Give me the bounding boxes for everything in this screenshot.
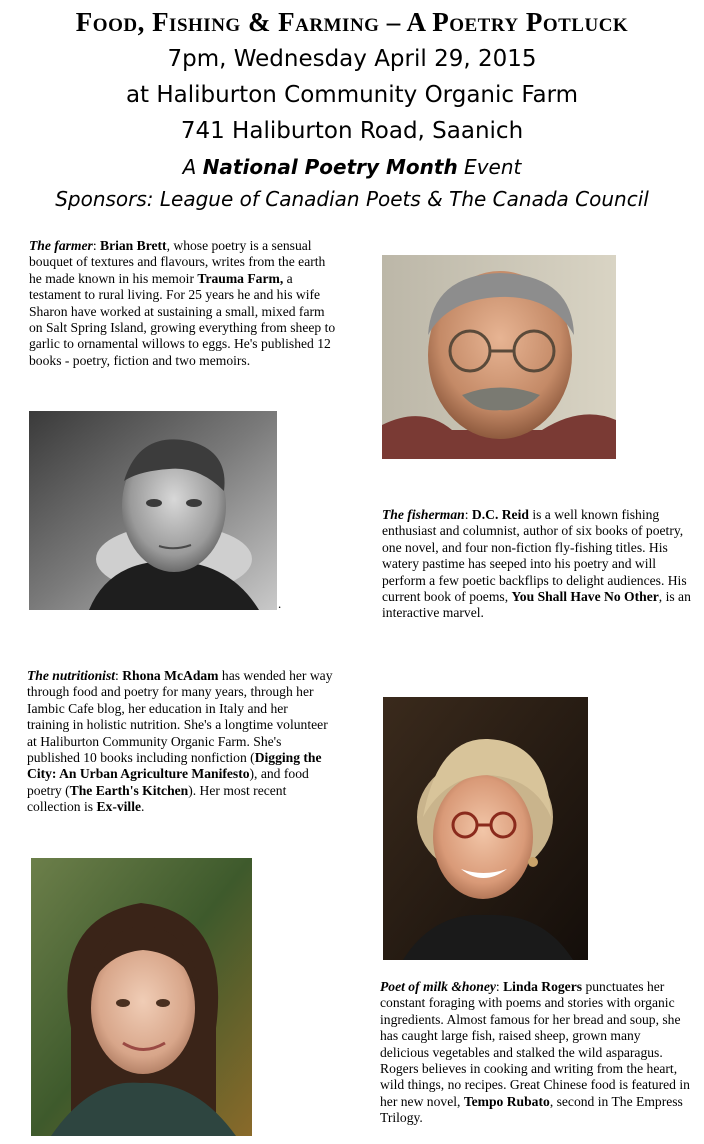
event-address: 741 Haliburton Road, Saanich bbox=[180, 118, 524, 144]
event-sponsors: Sponsors: League of Canadian Poets & The Canada Council bbox=[55, 187, 649, 211]
bio-poet bbox=[380, 979, 692, 1127]
bio-text: , is an interactive marvel. bbox=[382, 589, 691, 621]
bio-book-title: Trauma Farm, bbox=[197, 270, 284, 286]
photo-farmer bbox=[29, 411, 277, 610]
bio-text: , whose poetry is a sensual bouquet of textures and flavours, writes from the earth he made known in his memoir bbox=[29, 238, 326, 286]
photo-poet bbox=[383, 697, 588, 960]
bio-book-title: The Earth's Kitchen bbox=[69, 782, 189, 798]
bio-text: , second in The Empress Trilogy. bbox=[380, 1093, 683, 1126]
bio-separator: : bbox=[464, 507, 472, 522]
bio-name: Brian Brett bbox=[100, 238, 167, 253]
bio-name: Rhona McAdam bbox=[122, 668, 219, 683]
stray-period: . bbox=[278, 596, 282, 611]
event-tagline bbox=[0, 150, 704, 184]
bio-name: D.C. Reid bbox=[471, 507, 529, 522]
bio-text: ). Her most recent collection is bbox=[27, 782, 287, 815]
bio-book-title: Tempo Rubato bbox=[463, 1093, 550, 1109]
bio-name: Linda Rogers bbox=[503, 979, 583, 994]
bio-text: has wended her way through food and poetry for many years, through her Iambic Cafe blog, her education in Italy and her training in holistic nutrition. She's a longtime volunteer at Haliburton Community Organic Farm. She's published 10 books including nonfiction ( bbox=[27, 668, 333, 766]
event-venue: at Haliburton Community Organic Farm bbox=[125, 82, 579, 108]
bio-role: The fisherman bbox=[382, 507, 465, 522]
bio-role: The farmer bbox=[29, 238, 93, 253]
bio-text: . bbox=[141, 799, 145, 815]
bio-text: is a well known fishing enthusiast and columnist, author of six books of poetry, one novel, and four non-fiction fly-fishing titles. His watery pastime has seeped into his poetry and will perform a few poetic backflips to delight audiences. His current book of poems, bbox=[382, 507, 687, 605]
bio-text: ), and food poetry ( bbox=[27, 766, 309, 798]
event-tagline-bold: National Poetry Month bbox=[202, 155, 458, 179]
event-title: Food, Fishing & Farming – A Poetry Potluck bbox=[75, 7, 629, 37]
bio-book-title: Digging the City: An Urban Agriculture Manifesto bbox=[27, 750, 322, 782]
bio-book-title: Ex-ville bbox=[96, 799, 142, 815]
bio-separator: : bbox=[495, 979, 504, 994]
event-tagline-prefix: A bbox=[182, 155, 203, 179]
bio-role: Poet of milk &honey bbox=[380, 979, 496, 994]
event-datetime: 7pm, Wednesday April 29, 2015 bbox=[167, 46, 537, 72]
bio-text: punctuates her constant foraging with poems and stories with organic ingredients. Almost famous for her bread and soup, she has caught large fish, raised sheep, grown many delicious vegetables and stalked the wild asparagus. Rogers believes in cooking and writing from the heart, wild things, no recipes. Great Chinese food is featured in her new novel, bbox=[380, 979, 690, 1109]
bio-nutritionist bbox=[27, 668, 333, 816]
bio-fisherman bbox=[382, 507, 692, 622]
bio-book-title: You Shall Have No Other bbox=[511, 589, 659, 605]
bio-separator: : bbox=[115, 668, 123, 683]
bio-farmer bbox=[29, 238, 341, 369]
bio-separator: : bbox=[92, 238, 100, 253]
event-tagline-suffix: Event bbox=[457, 155, 522, 179]
photo-fisherman bbox=[382, 255, 616, 459]
photo-nutritionist bbox=[31, 858, 252, 1136]
bio-role: The nutritionist bbox=[27, 668, 116, 683]
bio-text: a testament to rural living. For 25 years he and his wife Sharon have worked at sustaining a small, mixed farm on Salt Spring Island, growing everything from sheep to garlic to ornamental willows to eggs. He's published 12 books - poetry, fiction and two memoirs. bbox=[29, 270, 336, 368]
